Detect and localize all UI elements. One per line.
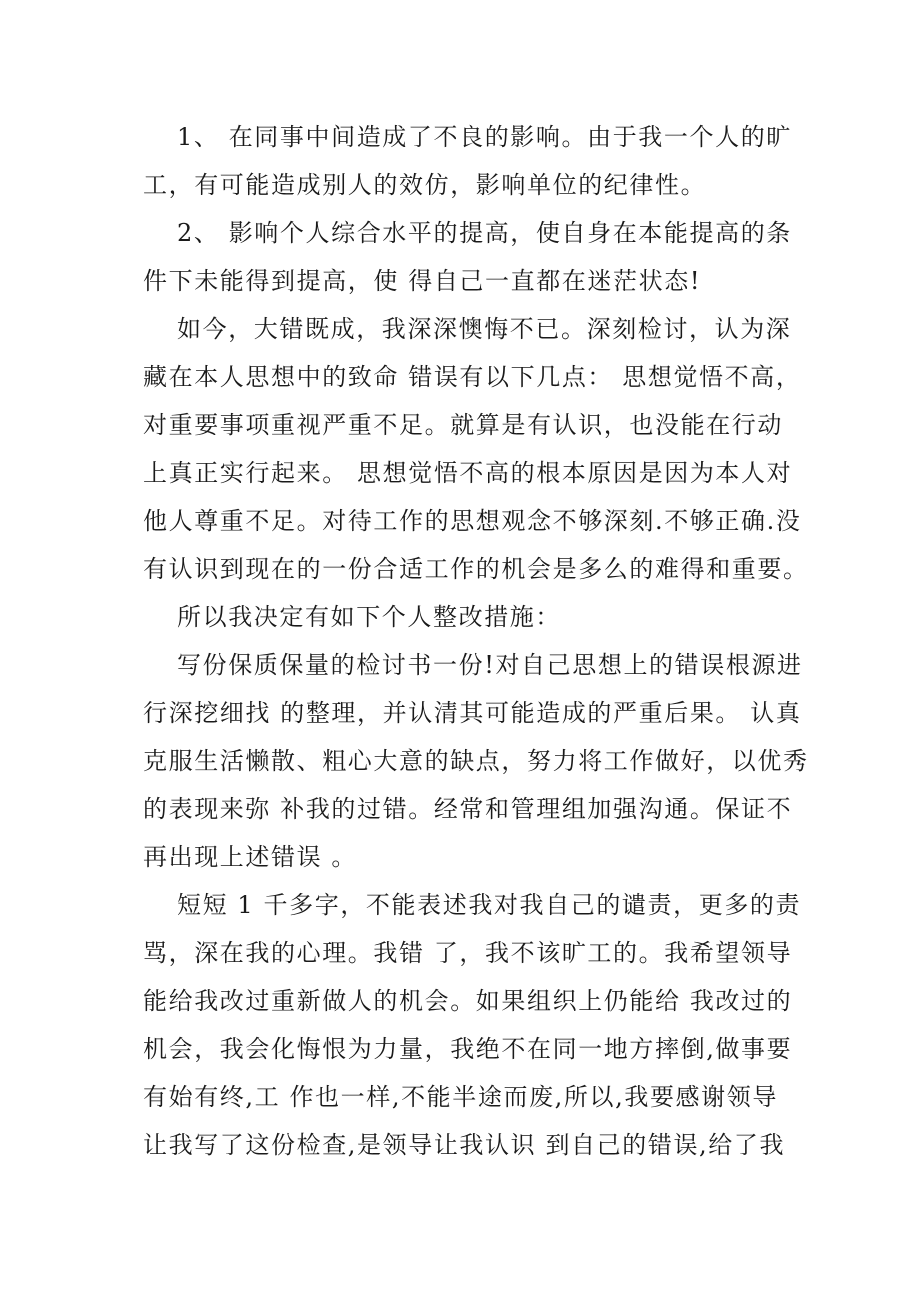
- text-line: 短短 1 千多字，不能表述我对我自己的谴责，更多的责: [177, 891, 802, 919]
- text-line: 让我写了这份检查,是领导让我认识 到自己的错误,给了我: [143, 1131, 786, 1159]
- text-line: 克服生活懒散、粗心大意的缺点，努力将工作做好，以优秀: [143, 747, 809, 775]
- text-line: 机会，我会化悔恨为力量，我绝不在同一地方摔倒,做事要: [143, 1035, 793, 1063]
- text-line: 工，有可能造成别人的效仿，影响单位的纪律性。: [143, 171, 707, 199]
- text-line: 能给我改过重新做人的机会。如果组织上仍能给 我改过的: [143, 987, 793, 1015]
- text-line: 1、 在同事中间造成了不良的影响。由于我一个人的旷: [177, 123, 792, 151]
- text-line: 有始有终,工 作也一样,不能半途而废,所以,我要感谢领导: [143, 1083, 778, 1111]
- text-line: 上真正实行起来。 思想觉悟不高的根本原因是因为本人对: [143, 459, 793, 487]
- text-line: 他人尊重不足。对待工作的思想观念不够深刻.不够正确.没: [143, 507, 802, 535]
- text-line: 如今，大错既成，我深深懊悔不已。深刻检讨，认为深: [177, 315, 792, 343]
- text-line: 件下未能得到提高，使 得自己一直都在迷茫状态!: [143, 267, 702, 295]
- text-line: 骂，深在我的心理。我错 了，我不该旷工的。我希望领导: [143, 939, 793, 967]
- text-line: 所以我决定有如下个人整改措施：: [177, 603, 561, 631]
- text-line: 藏在本人思想中的致命 错误有以下几点： 思想觉悟不高，: [143, 363, 802, 391]
- text-line: 再出现上述错误 。: [143, 843, 358, 871]
- text-line: 的表现来弥 补我的过错。经常和管理组加强沟通。保证不: [143, 795, 793, 823]
- text-line: 写份保质保量的检讨书一份!对自己思想上的错误根源进: [177, 651, 803, 679]
- text-line: 行深挖细找 的整理，并认清其可能造成的严重后果。 认真: [143, 699, 802, 727]
- text-line: 对重要事项重视严重不足。就算是有认识，也没能在行动: [143, 411, 783, 439]
- text-line: 2、 影响个人综合水平的提高，使自身在本能提高的条: [177, 219, 792, 247]
- text-line: 有认识到现在的一份合适工作的机会是多么的难得和重要。: [143, 555, 809, 583]
